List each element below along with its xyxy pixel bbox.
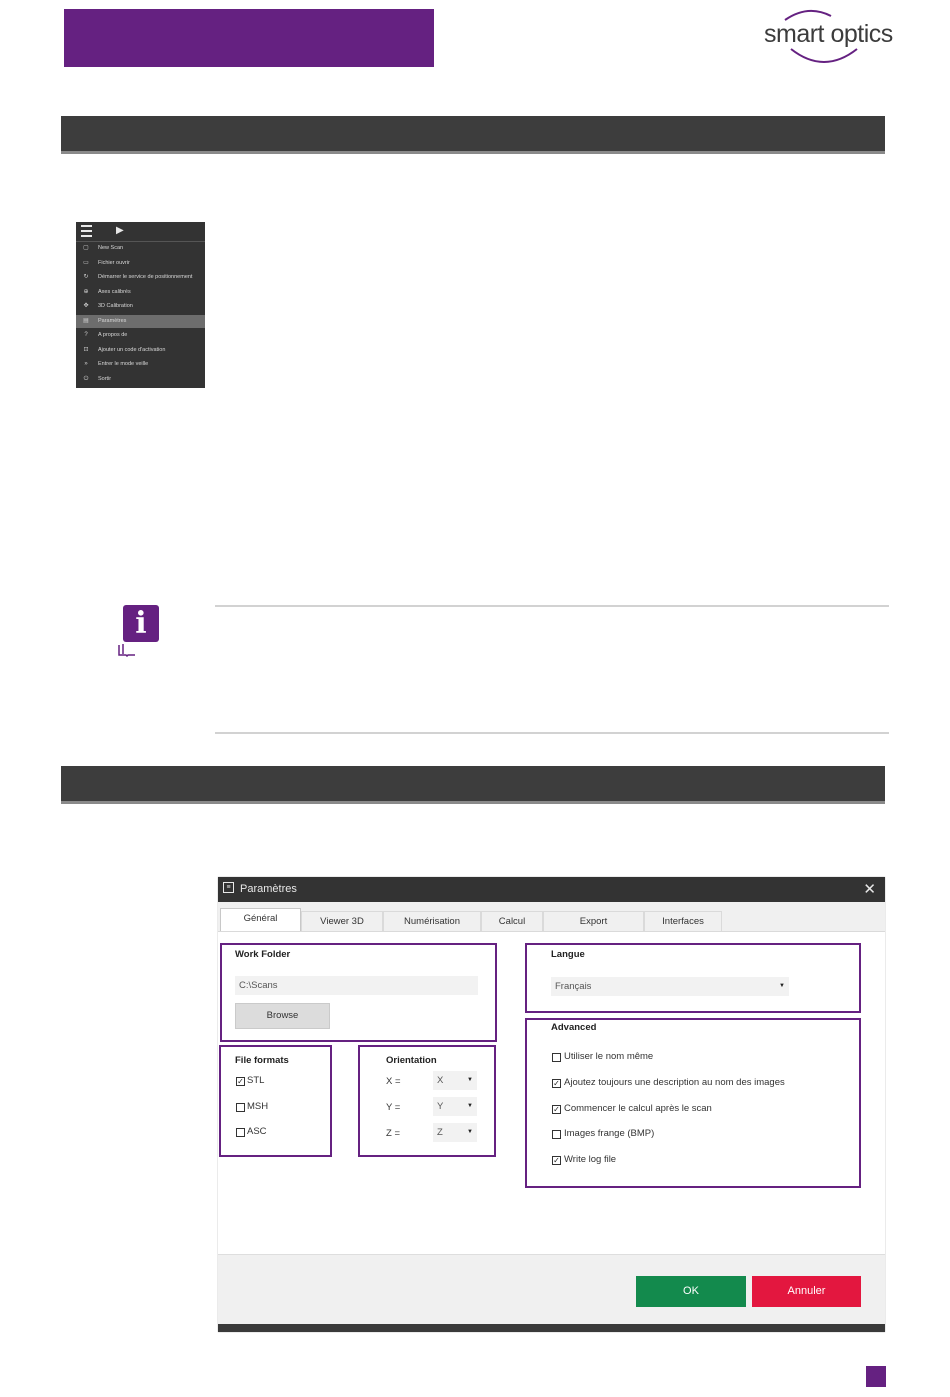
- tab-interfaces[interactable]: Interfaces: [644, 911, 722, 931]
- orientation-axis-label: X =: [386, 1076, 401, 1087]
- advanced-option-label: Commencer le calcul après le scan: [564, 1102, 712, 1114]
- tab-viewer-3d[interactable]: Viewer 3D: [301, 911, 383, 931]
- page-marker: [866, 1366, 886, 1387]
- chevron-down-icon: ▼: [467, 1077, 473, 1083]
- side-menu-item[interactable]: [76, 286, 205, 299]
- advanced-checkbox[interactable]: ✓: [553, 1104, 560, 1114]
- hamburger-menu-icon[interactable]: [81, 225, 92, 237]
- orientation-axis-label: Y =: [386, 1102, 401, 1113]
- smart-optics-logo: smart optics: [764, 20, 893, 48]
- dialog-footer: [218, 1254, 885, 1325]
- side-menu-item[interactable]: [76, 344, 205, 357]
- advanced-checkbox[interactable]: [552, 1053, 561, 1062]
- orientation-value: Y: [437, 1101, 444, 1112]
- side-menu-item-label: Entrer le mode veille: [98, 361, 149, 367]
- cancel-button[interactable]: Annuler: [752, 1276, 861, 1307]
- tab-bar: [218, 902, 885, 931]
- section-heading-bar-2: [61, 766, 885, 804]
- sleep-icon: »: [84, 361, 88, 367]
- orientation-select[interactable]: [433, 1097, 477, 1116]
- side-menu-item-label: New Scan: [98, 245, 124, 251]
- axes-icon: ⊕: [83, 288, 89, 295]
- close-icon[interactable]: ✕: [863, 881, 876, 898]
- orientation-axis-label: Z =: [386, 1128, 400, 1139]
- work-folder-title: Work Folder: [235, 949, 291, 960]
- side-menu-item-label: Sortir: [98, 375, 112, 382]
- orientation-title: Orientation: [386, 1055, 437, 1066]
- purple-title-banner: [64, 9, 434, 67]
- file-formats-title: File formats: [235, 1055, 289, 1066]
- logo-arc: [783, 8, 833, 22]
- tab-numerisation[interactable]: Numérisation: [383, 911, 481, 931]
- advanced-option-label: Utiliser le nom même: [564, 1051, 654, 1062]
- chevron-down-icon: ▼: [779, 983, 785, 989]
- tab-export[interactable]: Export: [543, 911, 644, 931]
- ok-button[interactable]: OK: [636, 1276, 746, 1307]
- general-tab-panel: [218, 931, 885, 1255]
- dialog-title: Paramètres: [240, 883, 297, 895]
- orientation-value: X: [437, 1075, 444, 1086]
- side-menu-item[interactable]: [76, 358, 205, 371]
- tab-general[interactable]: Général: [220, 908, 301, 932]
- side-menu-item-label: Axes calibrés: [98, 288, 131, 295]
- side-menu-item[interactable]: [76, 257, 205, 270]
- orientation-select[interactable]: [433, 1071, 477, 1090]
- file-format-label: STL: [247, 1075, 265, 1086]
- refresh-icon: ↻: [83, 274, 89, 280]
- browse-button[interactable]: Browse: [235, 1003, 330, 1029]
- tab-calcul[interactable]: Calcul: [481, 911, 543, 931]
- info-icon: i: [123, 605, 159, 642]
- power-icon: ⏻: [83, 375, 89, 382]
- section-heading-bar-1: [61, 116, 885, 154]
- side-menu-item[interactable]: [76, 373, 205, 386]
- side-menu-item[interactable]: [76, 315, 205, 328]
- advanced-option-label: Write log file: [564, 1154, 617, 1166]
- side-menu-item-label: Paramètres: [98, 317, 127, 324]
- parametres-dialog: [218, 877, 885, 1332]
- side-menu-item-label: Ajouter un code d'activation: [98, 346, 166, 353]
- file-format-checkbox[interactable]: [236, 1103, 245, 1112]
- side-menu: [76, 222, 205, 388]
- side-menu-item[interactable]: [76, 329, 205, 342]
- logo-swoosh: [789, 45, 859, 69]
- advanced-checkbox[interactable]: ✓: [553, 1078, 560, 1088]
- new-file-icon: ▢: [83, 245, 89, 251]
- settings-window-icon: ≡: [223, 882, 234, 893]
- info-note-bottom-rule: [215, 732, 889, 734]
- langue-title: Langue: [551, 949, 585, 960]
- settings-icon: ▤: [83, 317, 89, 324]
- lock-icon: ⊡: [83, 346, 89, 353]
- file-format-label: MSH: [247, 1100, 269, 1112]
- advanced-title: Advanced: [551, 1022, 597, 1033]
- dialog-bottom-bar: [218, 1324, 885, 1332]
- advanced-option-label: Ajoutez toujours une description au nom des images: [564, 1076, 785, 1088]
- orientation-value: Z: [437, 1127, 443, 1138]
- play-icon[interactable]: ▶: [116, 225, 124, 236]
- info-note-top-rule: [215, 605, 889, 607]
- side-menu-item[interactable]: [76, 300, 205, 313]
- file-format-label: ASC: [247, 1126, 267, 1137]
- file-format-checkbox[interactable]: ✓: [237, 1077, 244, 1086]
- langue-value: Français: [555, 981, 592, 992]
- side-menu-item-label: A propos de: [98, 332, 128, 338]
- question-icon: ?: [84, 332, 88, 338]
- calibration-icon: ✥: [83, 303, 89, 309]
- side-menu-item[interactable]: [76, 242, 205, 255]
- side-menu-item-label: 3D Calibration: [98, 303, 133, 309]
- advanced-checkbox[interactable]: [552, 1130, 561, 1139]
- folder-icon: ▭: [83, 259, 89, 266]
- side-menu-topbar: [76, 222, 205, 242]
- work-folder-path-input[interactable]: C:\Scans: [235, 976, 478, 995]
- file-format-checkbox[interactable]: [236, 1128, 245, 1137]
- chevron-down-icon: ▼: [467, 1103, 473, 1109]
- dialog-titlebar: [218, 877, 885, 902]
- orientation-select[interactable]: [433, 1123, 477, 1142]
- chevron-down-icon: ▼: [467, 1129, 473, 1135]
- side-menu-item-label: Démarrer le service de positionnement: [98, 274, 193, 280]
- book-icon: [118, 643, 136, 657]
- advanced-checkbox[interactable]: ✓: [553, 1156, 560, 1166]
- side-menu-item-label: Fichier ouvrir: [98, 259, 130, 266]
- side-menu-item[interactable]: [76, 271, 205, 284]
- langue-select[interactable]: [551, 977, 789, 996]
- advanced-option-label: Images frange (BMP): [564, 1128, 655, 1140]
